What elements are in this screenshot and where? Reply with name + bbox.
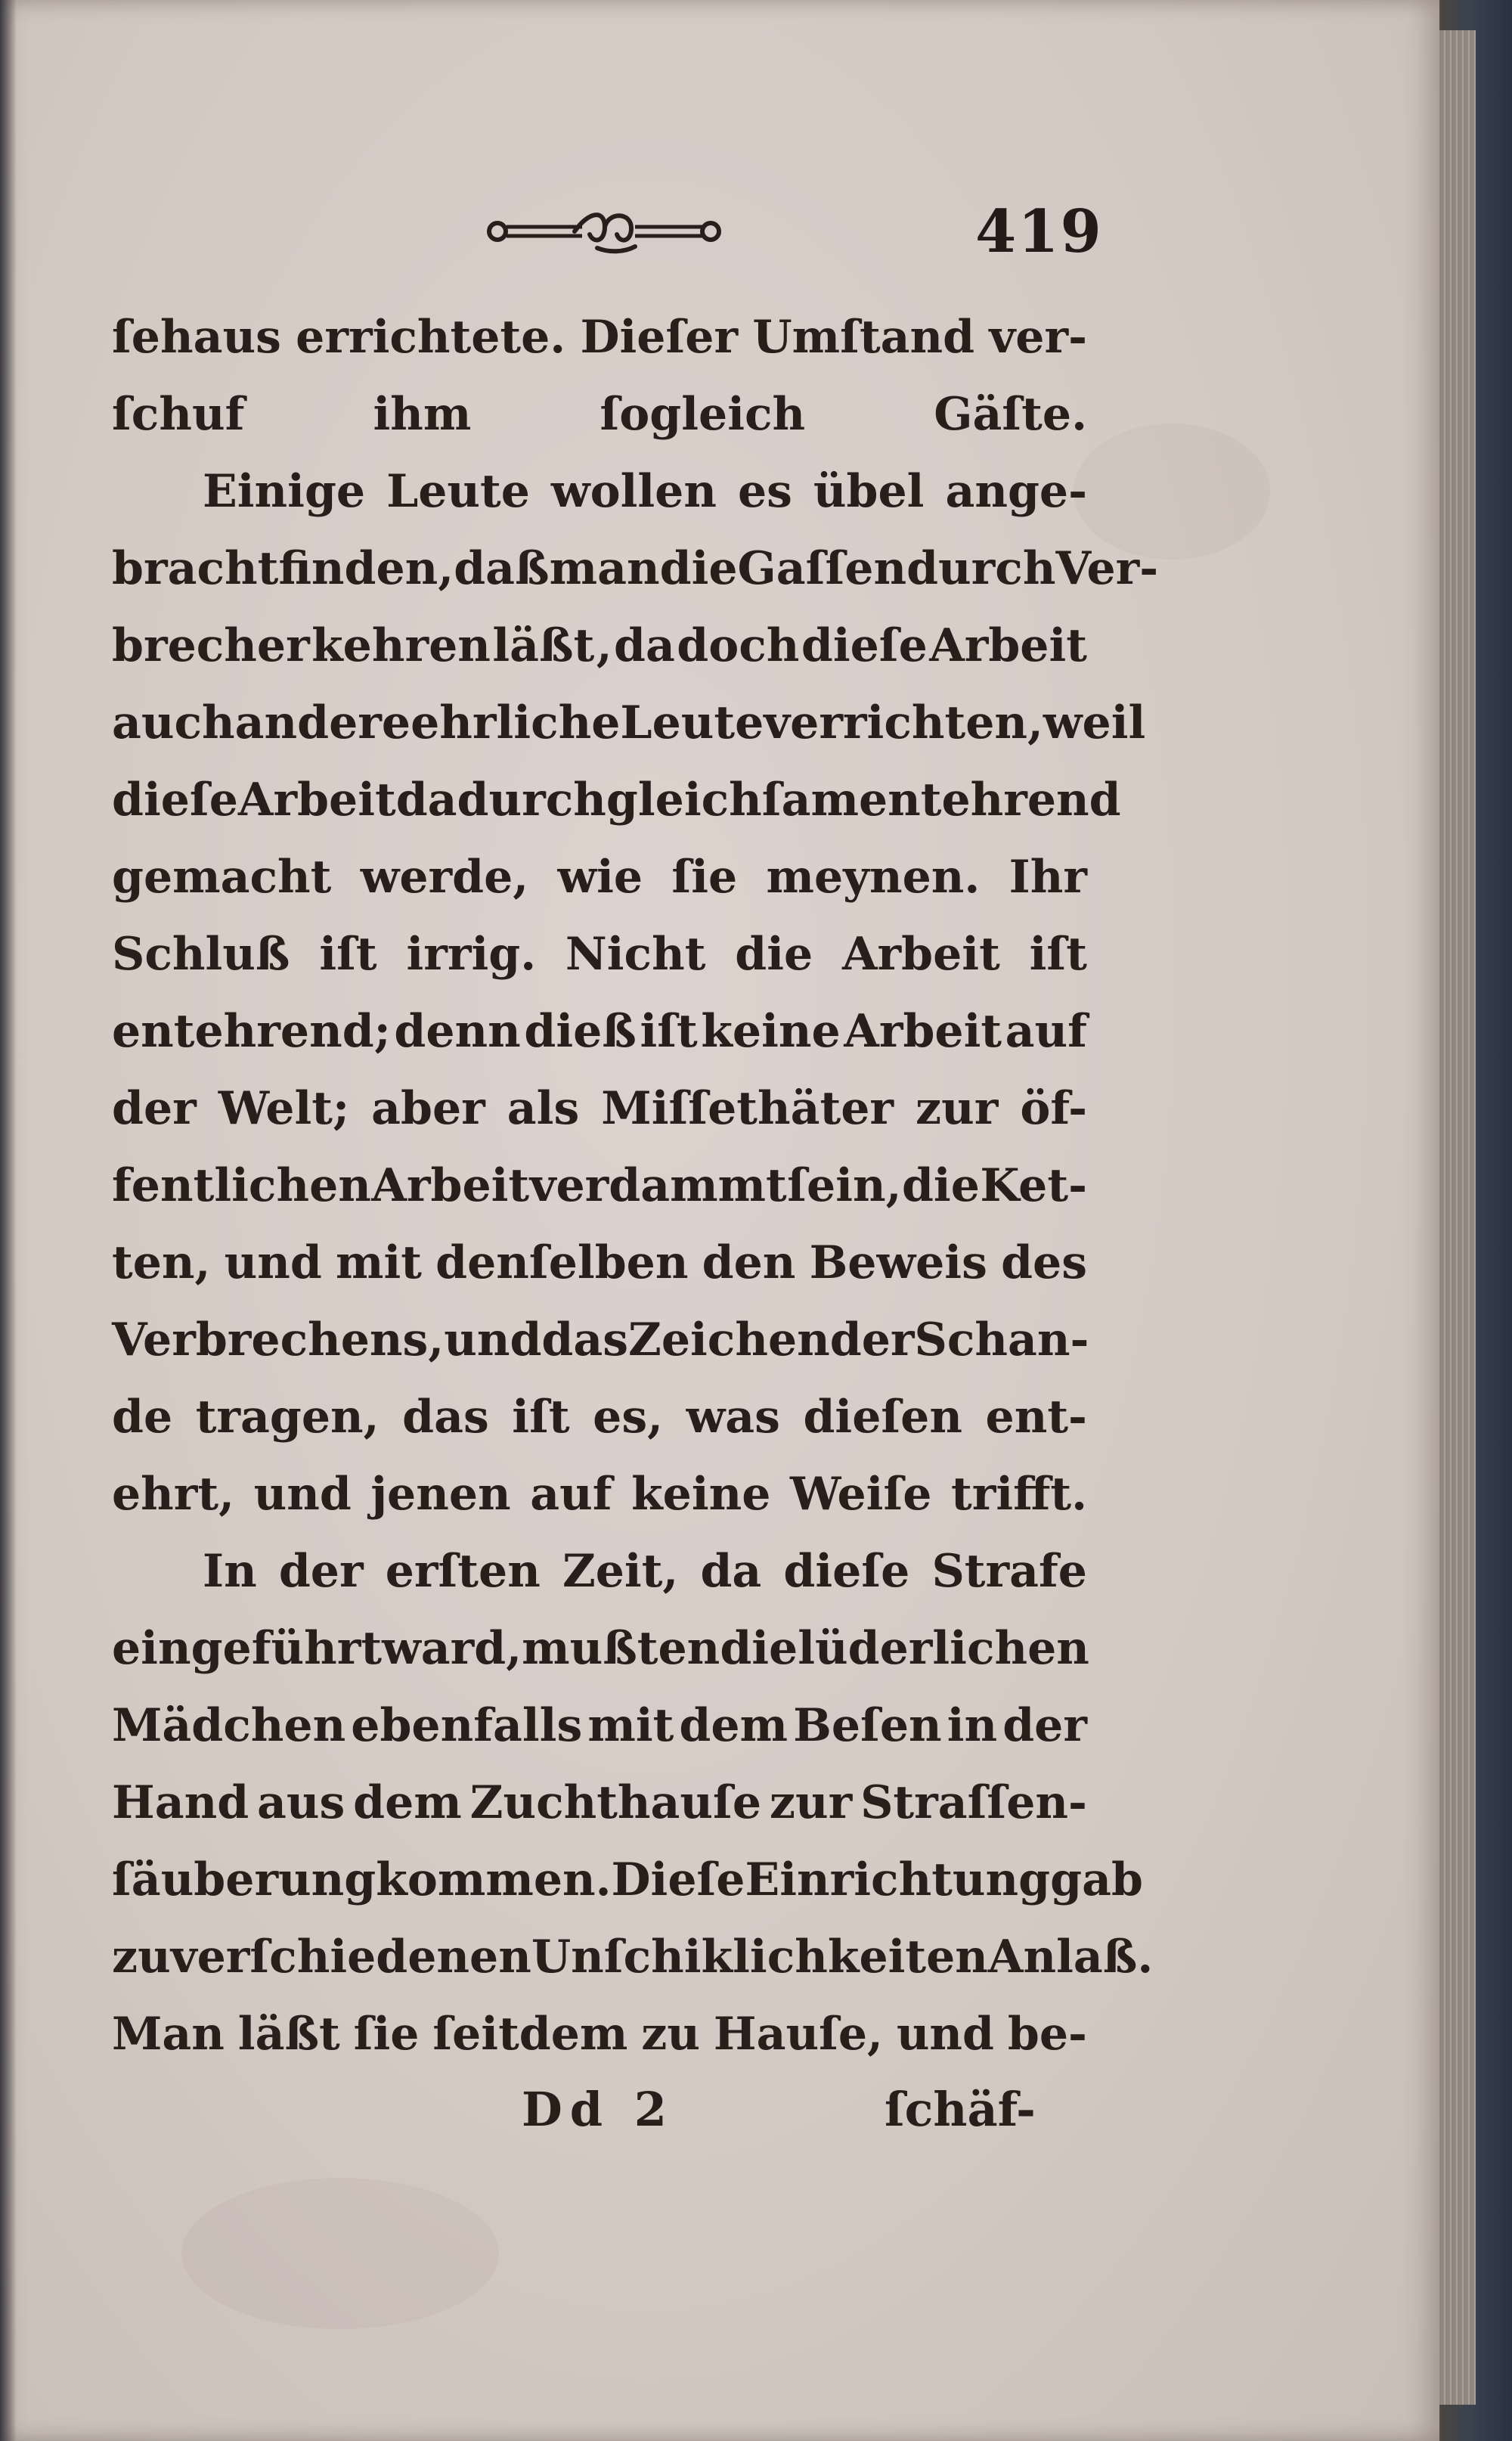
word: Ver-: [1055, 542, 1159, 595]
word: das: [541, 1314, 629, 1366]
word: ehrliche: [411, 696, 621, 749]
text-line: [112, 1533, 1087, 1610]
word: zur: [769, 1776, 853, 1829]
text-line: [112, 1456, 1087, 1533]
word: ehrt,: [112, 1468, 235, 1521]
word: Weiſe: [790, 1468, 932, 1521]
word: erſten: [385, 1545, 541, 1598]
word: aus: [257, 1776, 345, 1829]
text-line: [112, 1687, 1087, 1764]
word: ten,: [112, 1236, 211, 1289]
word: ihm: [373, 388, 472, 441]
word: bracht: [112, 542, 279, 595]
paper-stain: [181, 2178, 499, 2329]
word: denn: [394, 1005, 521, 1058]
text-line: [112, 1301, 1087, 1379]
word: die: [720, 1622, 798, 1675]
text-line: [112, 839, 1087, 916]
word: Einige: [203, 465, 366, 518]
word: Mädchen: [112, 1699, 346, 1752]
word: ſehaus: [112, 311, 281, 364]
word: Hauſe,: [713, 2008, 883, 2061]
word: Straſſen-: [860, 1776, 1087, 1829]
word: ent-: [985, 1391, 1087, 1444]
word: Gäſte.: [934, 388, 1087, 441]
word: die: [735, 928, 813, 981]
word: Zuchthauſe: [469, 1776, 762, 1829]
word: Leute: [386, 465, 530, 518]
word: als: [507, 1082, 580, 1135]
word: entehrend: [858, 774, 1121, 827]
word: finden,: [278, 542, 454, 595]
word: der: [1002, 1699, 1087, 1752]
word: es: [737, 465, 792, 518]
word: was: [686, 1391, 780, 1444]
word: Dieſe: [611, 1853, 745, 1906]
word: daß: [454, 542, 550, 595]
word: die: [901, 1159, 980, 1212]
word: wie: [557, 851, 643, 904]
word: auf: [530, 1468, 612, 1521]
word: Beweis: [809, 1236, 987, 1289]
word: ſogleich: [600, 388, 806, 441]
word: Hand: [112, 1776, 249, 1829]
word: Zeichen: [628, 1314, 830, 1366]
word: die: [659, 542, 738, 595]
word: ſchuf: [112, 388, 245, 441]
word: wollen: [550, 465, 717, 518]
word: lüderlichen: [798, 1622, 1089, 1675]
running-header: [0, 198, 1439, 266]
word: Einrichtung: [745, 1853, 1051, 1906]
word: keine: [701, 1005, 841, 1058]
word: da: [700, 1545, 762, 1598]
word: dieß: [524, 1005, 637, 1058]
word: Unſchiklichkeiten: [531, 1931, 988, 1984]
word: übel: [813, 465, 925, 518]
word: Dieſer: [580, 311, 739, 364]
catchword: ſchäf-: [885, 2082, 1036, 2137]
word: dieſe: [112, 774, 238, 827]
word: ward,: [382, 1622, 522, 1675]
word: der: [112, 1082, 197, 1135]
word: kehren: [311, 619, 491, 672]
word: de: [112, 1391, 173, 1444]
word: aber: [371, 1082, 485, 1135]
word: dem: [353, 1776, 462, 1829]
word: ſein,: [787, 1159, 902, 1212]
word: Gaſſen: [737, 542, 907, 595]
text-line: [112, 916, 1087, 993]
body-text: [112, 299, 1159, 2073]
word: ebenfalls: [351, 1699, 583, 1752]
word: des: [1001, 1236, 1087, 1289]
word: mit: [587, 1699, 674, 1752]
word: ſeitdem: [432, 2008, 628, 2061]
word: eingeführt: [112, 1622, 383, 1675]
word: jenen: [370, 1468, 511, 1521]
text-line: [112, 376, 1087, 453]
word: Ket-: [980, 1159, 1087, 1212]
word: Schluß: [112, 928, 290, 981]
word: in: [947, 1699, 998, 1752]
text-line: [112, 1379, 1087, 1456]
word: da: [614, 619, 675, 672]
word: denſelben: [435, 1236, 689, 1289]
word: werde,: [360, 851, 529, 904]
word: iſt: [640, 1005, 698, 1058]
word: meynen.: [766, 851, 981, 904]
word: und: [896, 2008, 995, 2061]
word: Arbeit: [237, 774, 396, 827]
word: ſäuberung: [112, 1853, 376, 1906]
word: verſchiedenen: [170, 1931, 531, 1984]
text-line: [112, 530, 1159, 607]
word: zu: [112, 1931, 171, 1984]
word: be-: [1007, 2008, 1087, 2061]
word: Arbeit: [929, 619, 1087, 672]
text-line: [112, 761, 1121, 839]
word: man: [549, 542, 660, 595]
text-line: [112, 684, 1146, 761]
word: Nicht: [565, 928, 706, 981]
word: Arbeit: [844, 1005, 1002, 1058]
word: irrig.: [406, 928, 537, 981]
word: trifft.: [951, 1468, 1087, 1521]
word: gemacht: [112, 851, 332, 904]
word: ſie: [671, 851, 738, 904]
word: dem: [679, 1699, 789, 1752]
text-line: [112, 1147, 1087, 1224]
word: gab: [1050, 1853, 1143, 1906]
word: ver-: [989, 311, 1087, 364]
word: keine: [631, 1468, 771, 1521]
word: Welt;: [218, 1082, 350, 1135]
word: ſie: [353, 2008, 420, 2061]
word: zur: [916, 1082, 999, 1135]
word: der: [278, 1545, 364, 1598]
text-line: [112, 1918, 1154, 1996]
word: und: [444, 1314, 542, 1366]
word: Leute: [620, 696, 764, 749]
word: auch: [112, 696, 235, 749]
word: Anlaß.: [987, 1931, 1154, 1984]
word: läßt: [237, 2008, 340, 2061]
word: Zeit,: [562, 1545, 679, 1598]
text-line: [112, 1224, 1087, 1301]
word: weil: [1043, 696, 1146, 749]
word: Ihr: [1009, 851, 1087, 904]
text-line: [112, 607, 1087, 684]
word: Schan-: [914, 1314, 1089, 1366]
text-line: [112, 1996, 1087, 2073]
word: es,: [593, 1391, 664, 1444]
word: der: [829, 1314, 915, 1366]
word: andere: [234, 696, 411, 749]
word: öf-: [1020, 1082, 1087, 1135]
signature-mark: Dd 2: [522, 2082, 674, 2137]
word: Arbeit: [841, 928, 1000, 981]
word: läßt: [492, 619, 595, 672]
word: und: [253, 1468, 352, 1521]
word: iſt: [1029, 928, 1087, 981]
word: Umſtand: [752, 311, 975, 364]
word: zu: [641, 2008, 700, 2061]
word: fentlichen: [112, 1159, 371, 1212]
word: kommen.: [376, 1853, 612, 1906]
text-line: [112, 993, 1087, 1070]
word: iſt: [512, 1391, 570, 1444]
word: dieſe: [801, 619, 928, 672]
word: verrichten,: [764, 696, 1043, 749]
word: ,: [596, 619, 612, 672]
word: brecher: [112, 619, 310, 672]
word: ange-: [945, 465, 1087, 518]
text-line: [112, 299, 1087, 376]
word: verdammt: [529, 1159, 787, 1212]
word: In: [203, 1545, 257, 1598]
word: tragen,: [195, 1391, 380, 1444]
text-line: [112, 1070, 1087, 1147]
text-line: [112, 1764, 1087, 1841]
word: gleichſam: [606, 774, 859, 827]
text-line: [112, 1841, 1143, 1918]
word: dadurch: [395, 774, 606, 827]
word: auf: [1005, 1005, 1087, 1058]
word: den: [702, 1236, 796, 1289]
text-line: [112, 453, 1087, 530]
word: Arbeit: [371, 1159, 530, 1212]
word: und: [224, 1236, 322, 1289]
word: Strafe: [931, 1545, 1087, 1598]
word: mit: [335, 1236, 422, 1289]
word: iſt: [319, 928, 377, 981]
word: Beſen: [793, 1699, 942, 1752]
text-line: [112, 1610, 1087, 1687]
word: mußten: [522, 1622, 720, 1675]
word: Verbrechens,: [112, 1314, 445, 1366]
word: dieſe: [783, 1545, 910, 1598]
word: errichtete.: [296, 311, 566, 364]
word: entehrend;: [112, 1005, 391, 1058]
word: dieſen: [803, 1391, 962, 1444]
page-footer: [0, 2072, 1439, 2148]
word: Man: [112, 2008, 225, 2061]
word: doch: [677, 619, 800, 672]
word: das: [402, 1391, 489, 1444]
ornament-divider-icon: [484, 204, 726, 257]
word: Miſſethäter: [601, 1082, 894, 1135]
page-number: 419: [975, 197, 1103, 266]
word: durch: [906, 542, 1056, 595]
